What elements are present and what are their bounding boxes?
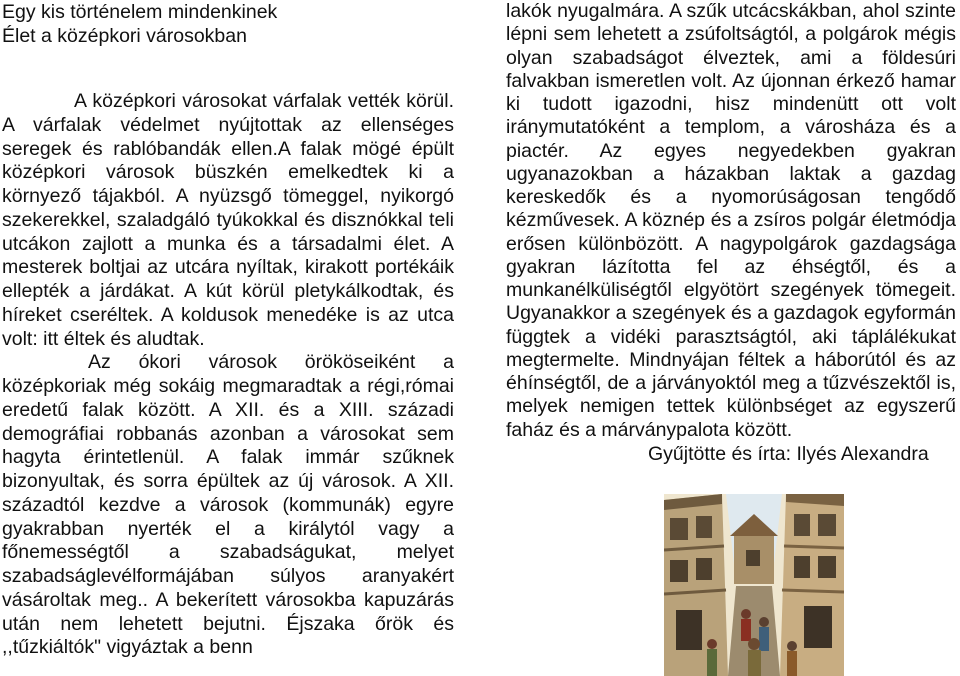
page-title: Egy kis történelem mindenkinek xyxy=(2,1,278,23)
left-column xyxy=(2,0,454,660)
article-paragraph-2: Az ókori városok örököseiként a középkoriak még sokáig megmaradtak a régi,római eredetű falak között. A XII. és a XIII. századi demográfiai robbanás azonban a városokat sem hagyta érintetlenül. A falak immár szűknek bizonyultak, és sorra épültek az új városok. A XII. századtól kezdve a városok (kommunák) egyre gyakrabban nyerték el a királytól vagy a főnemességtől a szabadságukat, melyet szabadságlevélformájában súlyos aranyakért vásároltak meg.. A bekerített városokba kapuzárás után nem lehetett bejutni. Éjszaka őrök és ,,tűzkiáltók" vigyáztak a benn xyxy=(2,351,454,659)
article-paragraph-3: lakók nyugalmára. A szűk utcácskákban, ahol szinte lépni sem lehetett a zsúfoltságtól, a polgárok mégis olyan szabadságot élveztek, ami a földesúri falvakban ismeretlen volt. Az újonnan érkező hamar ki tudott igazodni, hisz mindenütt ott volt iránymutatóként a templom, a városháza és a piactér. Az egyes negyedekben gyakran ugyanazokban a házakban laktak a gazdag kereskedők és a nyomorúságosan tengődő kézművesek. A köznép és a zsíros polgár életmódja erősen különbözött. A nagypolgárok gazdagsága gyakran lázította fel az éhségtől, és a munkanélküliségtől elgyötört szegények tömegeit. Ugyanakkor a szegények és a gazdagok egyformán függtek a vidéki parasztságtól, aki táplálékukat megtermelte. Mindnyájan féltek a háborútól és az éhínségtől, de a járványoktól meg a tűzvészektől is, melyek nemigen tettek különbséget az egyszerű faház és a márványpalota között. xyxy=(506,0,956,441)
right-column xyxy=(506,0,956,466)
author-signature: Gyűjtötte és írta: Ilyés Alexandra xyxy=(648,442,929,465)
medieval-street-illustration xyxy=(664,494,844,676)
medieval-street-drawing xyxy=(664,494,844,676)
article-paragraph-1: A középkori városokat várfalak vették körül. A várfalak védelmet nyújtottak az ellenséges seregek és rablóbandák ellen.A falak mögé épült középkori városok büszkén emelkedtek ki a környező tájakból. A nyüzsgő tömeggel, nyikorgó szekerekkel, szaladgáló tyúkokkal és disznókkal teli utcákon zajlott a munka és a társadalmi élet. A mesterek boltjai az utcára nyíltak, kirakott portékáik ellepték a járdákat. A kút körül pletykálkodtak, és híreket cseréltek. A koldusok menedéke is az utca volt: itt éltek és aludtak. xyxy=(2,90,454,350)
page-subtitle: Élet a középkori városokban xyxy=(2,25,247,47)
